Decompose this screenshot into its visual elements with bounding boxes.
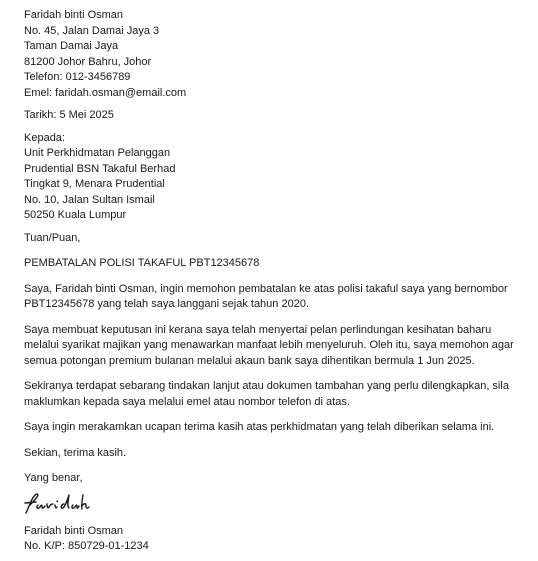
closing-thanks: Sekian, terima kasih. — [24, 446, 127, 459]
recipient-line-3: Tingkat 9, Menara Prudential — [24, 178, 165, 190]
salutation: Tuan/Puan, — [24, 231, 81, 244]
sender-address-line-3: 81200 Johor Bahru, Johor — [24, 55, 152, 68]
recipient-line-1: Unit Perkhidmatan Pelanggan — [24, 147, 171, 159]
recipient-line-2: Prudential BSN Takaful Berhad — [24, 162, 176, 175]
body-paragraph-1: Saya, Faridah binti Osman, ingin memohon pembatalan ke atas polisi takaful saya yang bernombor PBT12345678 yang telah saya langgani sejak tahun 2020. — [24, 282, 508, 310]
recipient-label: Kepada: — [24, 131, 65, 144]
sender-email: Emel: faridah.osman@email.com — [24, 86, 187, 99]
body-paragraph-2: Saya membuat keputusan ini kerana saya telah menyertai pelan perlindungan kesihatan baharu melalui syarikat majikan yang menawarkan manfaat lebih menyeluruh. Oleh itu, saya memohon agar semua potongan premium bulanan melalui akaun bank saya dihentikan bermula 1 Jun 2025. — [24, 323, 514, 367]
letter-date: Tarikh: 5 Mei 2025 — [24, 109, 114, 121]
sender-name: Faridah binti Osman — [24, 9, 124, 21]
recipient-line-4: No. 10, Jalan Sultan Ismail — [24, 193, 155, 206]
sender-phone: Telefon: 012-3456789 — [24, 71, 131, 83]
signer-id: No. K/P: 850729-01-1234 — [24, 540, 149, 552]
recipient-line-5: 50250 Kuala Lumpur — [24, 209, 127, 221]
signature-scribble-icon — [20, 489, 92, 517]
subject-line: PEMBATALAN POLISI TAKAFUL PBT12345678 — [24, 257, 260, 269]
sender-address-line-2: Taman Damai Jaya — [24, 40, 119, 52]
sender-address-line-1: No. 45, Jalan Damai Jaya 3 — [24, 24, 160, 37]
body-paragraph-4: Saya ingin merakamkan ucapan terima kasih atas perkhidmatan yang telah diberikan selama ini. — [24, 421, 495, 433]
sender-address — [24, 8, 524, 101]
body-paragraph-3: Sekiranya terdapat sebarang tindakan lanjut atau dokumen tambahan yang perlu dilengkapkan, sila maklumkan kepada saya melalui emel atau nombor telefon di atas. — [24, 380, 509, 408]
recipient-address — [24, 131, 524, 224]
signer-name: Faridah binti Osman — [24, 524, 124, 537]
closing: Yang benar, — [24, 472, 83, 484]
signature — [24, 487, 524, 517]
letter — [24, 8, 524, 555]
